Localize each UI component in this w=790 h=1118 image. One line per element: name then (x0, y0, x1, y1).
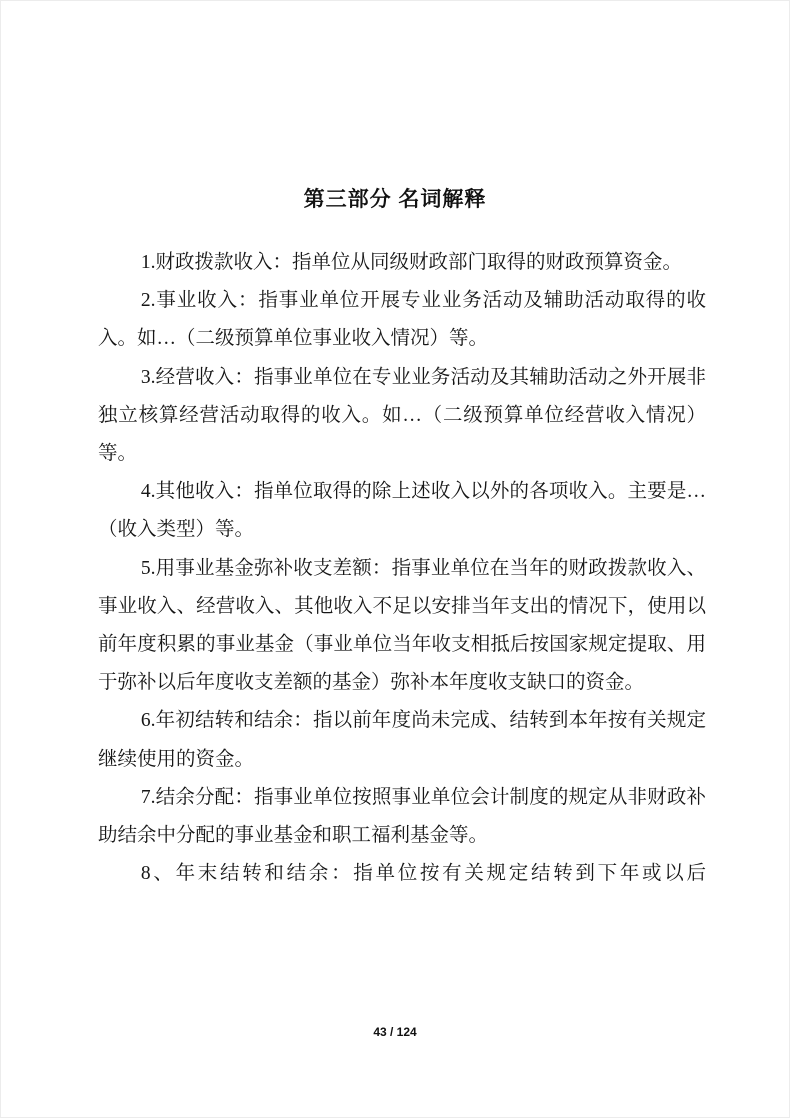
document-title: 第三部分 名词解释 (303, 188, 487, 211)
document-body (98, 244, 706, 893)
paragraph-operating-income-shiye: 2.事业收入：指事业单位开展专业业务活动及辅助活动取得的收入。如…（二级预算单位事业收入情况）等。 (98, 290, 706, 350)
paragraph-business-income: 3.经营收入：指事业单位在专业业务活动及其辅助活动之外开展非独立核算经营活动取得的收入。如…（二级预算单位经营收入情况）等。 (98, 366, 706, 465)
page-number-indicator: 43 / 124 (373, 1025, 417, 1039)
paragraph-other-income: 4.其他收入：指单位取得的除上述收入以外的各项收入。主要是…（收入类型）等。 (98, 481, 706, 541)
page-footer (1, 1023, 789, 1041)
paragraph-year-end-carryover: 8、年末结转和结余：指单位按有关规定结转到下年或以后 (140, 863, 706, 885)
paragraph-fund-deficit-coverage: 5.用事业基金弥补收支差额：指事业单位在当年的财政拨款收入、事业收入、经营收入、其他收入不足以安排当年支出的情况下，使用以前年度积累的事业基金（事业单位当年收支相抵后按国家规定提取、用于弥补以后年度收支差额的基金）弥补本年度收支缺口的资金。 (98, 557, 706, 694)
paragraph-beginning-year-carryover: 6.年初结转和结余：指以前年度尚未完成、结转到本年按有关规定继续使用的资金。 (98, 710, 706, 770)
paragraph-fiscal-appropriation-income: 1.财政拨款收入：指单位从同级财政部门取得的财政预算资金。 (140, 252, 683, 273)
paragraph-surplus-distribution: 7.结余分配：指事业单位按照事业单位会计制度的规定从非财政补助结余中分配的事业基金和职工福利基金等。 (98, 786, 706, 847)
